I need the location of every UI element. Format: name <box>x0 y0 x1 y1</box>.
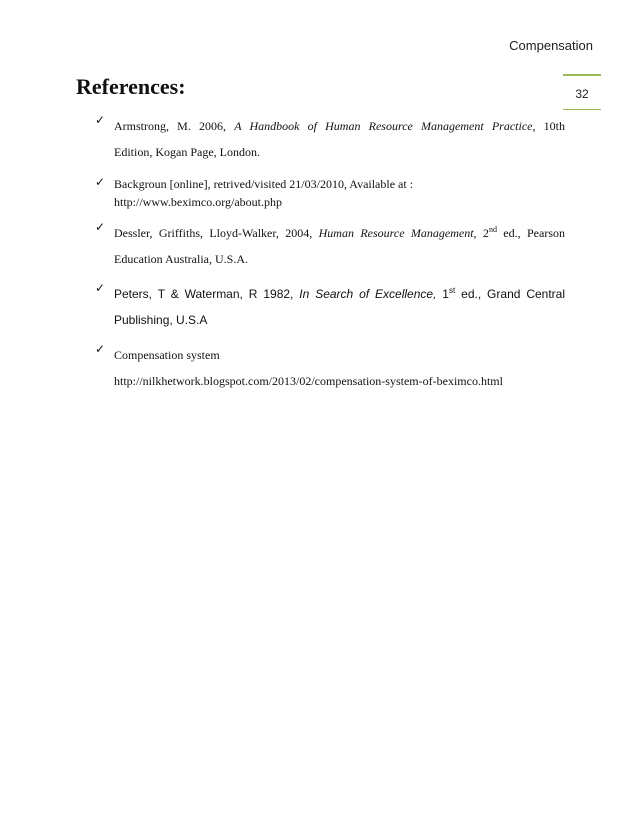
checkmark-icon: ✓ <box>95 281 106 295</box>
reference-title: In Search of Excellence, <box>299 287 437 301</box>
reference-text: 1 <box>436 287 449 301</box>
reference-item <box>95 342 565 394</box>
reference-line: Publishing, U.S.A <box>114 313 208 327</box>
running-header: Compensation <box>509 38 593 53</box>
checkmark-icon: ✓ <box>95 113 106 127</box>
reference-item <box>95 220 565 272</box>
superscript: st <box>449 286 456 295</box>
reference-text: Armstrong, M. 2006, <box>114 119 235 133</box>
reference-item <box>95 113 565 165</box>
reference-text: , 10th <box>532 119 565 133</box>
reference-title: Human Resource Management, <box>318 226 477 240</box>
reference-line: Compensation system <box>114 348 220 362</box>
reference-item <box>95 281 565 333</box>
reference-text: Peters, T & Waterman, R 1982, <box>114 287 300 301</box>
reference-line <box>114 220 565 246</box>
checkmark-icon: ✓ <box>95 342 106 356</box>
checkmark-icon: ✓ <box>95 220 106 234</box>
reference-text: Dessler, Griffiths, Lloyd-Walker, 2004, <box>114 226 319 240</box>
references-list <box>95 113 565 394</box>
reference-line: Backgroun [online], retrived/visited 21/03/2010, Available at : <box>114 177 414 191</box>
page-number-bottom-rule <box>563 109 601 110</box>
reference-text: 2 <box>476 226 489 240</box>
reference-line: Education Australia, U.S.A. <box>114 252 248 266</box>
reference-line <box>114 113 565 139</box>
reference-text: ed., Grand Central <box>455 287 565 301</box>
reference-line <box>114 281 565 307</box>
page-number: 32 <box>575 87 589 101</box>
reference-item <box>95 175 565 211</box>
reference-url: http://www.beximco.org/about.php <box>114 195 282 209</box>
reference-line: Edition, Kogan Page, London. <box>114 145 260 159</box>
checkmark-icon: ✓ <box>95 175 106 189</box>
superscript: nd <box>488 225 497 234</box>
reference-title: A Handbook of Human Resource Management Practice <box>234 119 533 133</box>
reference-text: ed., Pearson <box>496 226 565 240</box>
reference-url: http://nilkhetwork.blogspot.com/2013/02/compensation-system-of-beximco.html <box>114 374 503 388</box>
references-heading: References: <box>76 74 186 99</box>
page-number-box <box>563 74 601 110</box>
